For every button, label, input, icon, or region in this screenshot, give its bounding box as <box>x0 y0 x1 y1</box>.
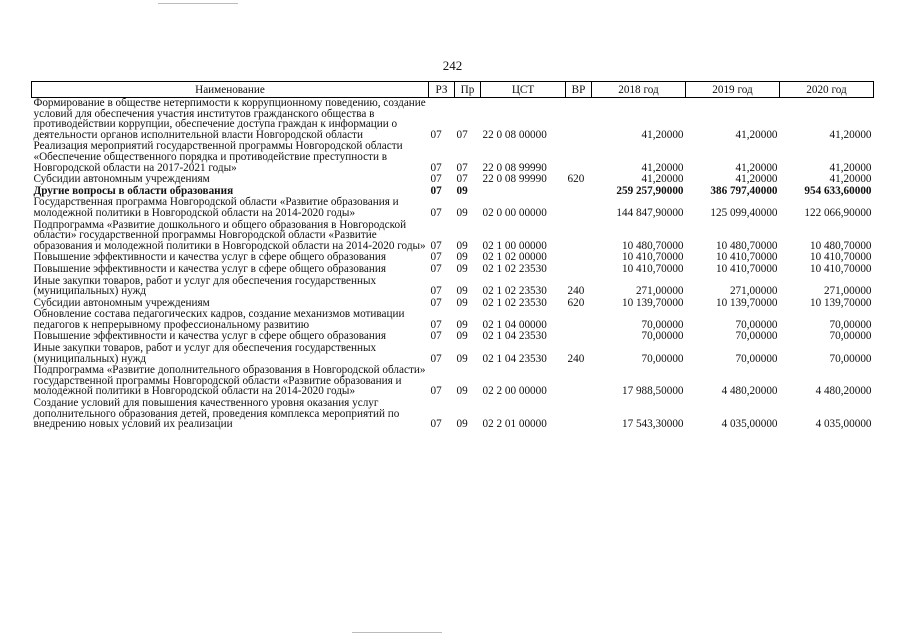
cell-pr: 09 <box>456 385 468 398</box>
cell-rz: 07 <box>430 330 442 343</box>
cell-y2019: 41,20000 <box>735 128 778 141</box>
cell-name: Иные закупки товаров, работ и услуг для обеспечения государственных (муниципальных) нужд <box>33 342 377 365</box>
table-body <box>32 98 874 431</box>
cell-pr: 09 <box>456 239 468 252</box>
cell-rz: 07 <box>430 262 442 275</box>
cell-y2020: 4 480,20000 <box>815 385 872 398</box>
cell-vr <box>566 309 592 331</box>
cell-cst: 02 1 02 00000 <box>482 251 547 264</box>
cell-name: Иные закупки товаров, работ и услуг для обеспечения государственных (муниципальных) нужд <box>33 274 377 298</box>
cell-cst: 02 1 02 23530 <box>482 262 547 275</box>
scan-artifact-bottom <box>352 632 442 633</box>
cell-y2020: 70,00000 <box>829 318 872 331</box>
cell-cst: 02 1 02 23530 <box>482 296 547 309</box>
cell-pr: 07 <box>456 128 468 141</box>
cell-name: Подпрограмма «Развитие дошкольного и общего образования в Новгородской области» государственной программы Новгородской области «Развитие образования и молодежной политики в Новгородской области на 2014-2020 годы» <box>33 218 426 252</box>
cell-name: Реализация мероприятий государственной программы Новгородской области «Обеспечение общественного порядка и противодействие преступности в Новгородской области на 2017-2021 годы» <box>33 140 403 174</box>
cell-pr: 09 <box>456 262 468 275</box>
cell-y2018: 10 139,70000 <box>621 296 684 309</box>
cell-pr: 07 <box>456 161 468 174</box>
cell-y2019: 4 480,20000 <box>721 385 778 398</box>
cell-pr: 09 <box>456 184 468 197</box>
cell-rz: 07 <box>430 206 442 219</box>
header-vr: ВР <box>566 82 592 98</box>
cell-vr <box>566 331 592 343</box>
cell-name: Повышение эффективности и качества услуг в сфере общего образования <box>33 251 387 264</box>
cell-cst: 22 0 08 00000 <box>482 128 547 141</box>
cell-y2020: 122 066,90000 <box>804 206 872 219</box>
cell-vr: 240 <box>567 352 585 365</box>
cell-y2018: 10 410,70000 <box>621 262 684 275</box>
cell-name: Другие вопросы в области образования <box>33 184 234 197</box>
cell-rz: 07 <box>430 184 442 197</box>
cell-pr: 09 <box>456 318 468 331</box>
cell-y2020: 70,00000 <box>829 330 872 343</box>
table-row <box>32 309 874 331</box>
cell-y2020: 4 035,00000 <box>815 418 872 431</box>
cell-vr <box>566 252 592 264</box>
cell-cst: 02 1 00 00000 <box>482 239 547 252</box>
cell-y2020: 10 139,70000 <box>809 296 872 309</box>
cell-y2019: 70,00000 <box>735 352 778 365</box>
cell-y2018: 41,20000 <box>641 161 684 174</box>
cell-y2018: 41,20000 <box>641 128 684 141</box>
cell-name: Субсидии автономным учреждениям <box>33 296 210 309</box>
cell-vr <box>566 365 592 398</box>
header-rz: РЗ <box>429 82 455 98</box>
cell-y2018: 259 257,90000 <box>616 184 684 197</box>
cell-cst: 02 1 04 23530 <box>482 352 547 365</box>
cell-cst: 02 1 04 00000 <box>482 318 547 331</box>
cell-vr: 620 <box>567 173 585 186</box>
cell-name: Обновление состава педагогических кадров, создание механизмов мотивации педагогов к непрерывному профессиональному развитию <box>33 308 405 331</box>
cell-y2018: 70,00000 <box>641 330 684 343</box>
cell-vr <box>566 220 592 253</box>
table-header-row <box>32 82 874 98</box>
cell-pr: 09 <box>456 296 468 309</box>
cell-rz: 07 <box>430 128 442 141</box>
cell-y2019: 10 139,70000 <box>715 296 778 309</box>
cell-rz: 07 <box>430 385 442 398</box>
cell-rz: 07 <box>430 251 442 264</box>
cell-y2019: 10 410,70000 <box>715 262 778 275</box>
cell-pr: 07 <box>456 173 468 186</box>
cell-vr <box>566 98 592 142</box>
cell-vr <box>566 264 592 276</box>
cell-pr: 09 <box>456 330 468 343</box>
cell-rz: 07 <box>430 352 442 365</box>
cell-rz: 07 <box>430 418 442 431</box>
table-row <box>32 398 874 431</box>
cell-y2018: 17 988,50000 <box>621 385 684 398</box>
cell-y2018: 41,20000 <box>641 173 684 186</box>
cell-vr: 240 <box>567 285 585 298</box>
cell-y2019: 271,00000 <box>729 285 778 298</box>
cell-y2018: 70,00000 <box>641 352 684 365</box>
table-row <box>32 264 874 276</box>
header-cst: ЦСТ <box>481 82 566 98</box>
scan-artifact-top <box>158 3 238 4</box>
cell-name: Государственная программа Новгородской области «Развитие образования и молодежной политики в Новгородской области на 2014-2020 годы» <box>33 196 399 219</box>
cell-y2020: 41,20000 <box>829 161 872 174</box>
cell-vr: 620 <box>567 296 585 309</box>
cell-y2020: 954 633,60000 <box>804 184 872 197</box>
cell-cst: 22 0 08 99990 <box>482 173 547 186</box>
cell-rz: 07 <box>430 161 442 174</box>
cell-y2020: 10 480,70000 <box>809 239 872 252</box>
cell-vr <box>566 398 592 431</box>
cell-cst: 22 0 08 99990 <box>482 161 547 174</box>
cell-cst <box>481 186 566 198</box>
cell-cst: 02 0 00 00000 <box>482 206 547 219</box>
cell-y2018: 17 543,30000 <box>621 418 684 431</box>
cell-y2019: 70,00000 <box>735 330 778 343</box>
cell-cst: 02 2 00 00000 <box>482 385 547 398</box>
cell-y2018: 271,00000 <box>635 285 684 298</box>
cell-y2018: 10 410,70000 <box>621 251 684 264</box>
cell-y2019: 386 797,40000 <box>710 184 778 197</box>
cell-rz: 07 <box>430 296 442 309</box>
table-row <box>32 141 874 174</box>
cell-y2020: 271,00000 <box>823 285 872 298</box>
cell-y2019: 41,20000 <box>735 173 778 186</box>
cell-rz: 07 <box>430 318 442 331</box>
cell-y2018: 144 847,90000 <box>616 206 684 219</box>
cell-pr: 09 <box>456 206 468 219</box>
header-pr: Пр <box>455 82 481 98</box>
cell-y2019: 41,20000 <box>735 161 778 174</box>
cell-pr: 09 <box>456 352 468 365</box>
cell-name: Создание условий для повышения качественного уровня оказания услуг дополнительного образования детей, проведения комплекса мероприятий по внедрению новых условий их реализации <box>33 397 400 431</box>
cell-y2019: 4 035,00000 <box>721 418 778 431</box>
header-2018: 2018 год <box>592 82 686 98</box>
cell-vr <box>566 186 592 198</box>
cell-pr: 09 <box>456 418 468 431</box>
cell-name: Субсидии автономным учреждениям <box>33 173 210 186</box>
cell-y2020: 70,00000 <box>829 352 872 365</box>
table-row <box>32 197 874 219</box>
cell-name: Повышение эффективности и качества услуг в сфере общего образования <box>33 262 387 275</box>
page-number: 242 <box>442 58 463 73</box>
cell-y2020: 10 410,70000 <box>809 262 872 275</box>
cell-y2018: 70,00000 <box>641 318 684 331</box>
cell-y2020: 10 410,70000 <box>809 251 872 264</box>
header-2020: 2020 год <box>780 82 874 98</box>
cell-vr <box>566 197 592 219</box>
table-row <box>32 220 874 253</box>
cell-y2020: 41,20000 <box>829 128 872 141</box>
cell-cst: 02 2 01 00000 <box>482 418 547 431</box>
cell-name: Повышение эффективности и качества услуг в сфере общего образования <box>33 330 387 343</box>
cell-y2019: 10 410,70000 <box>715 251 778 264</box>
header-2019: 2019 год <box>686 82 780 98</box>
cell-y2019: 125 099,40000 <box>710 206 778 219</box>
table-row <box>32 276 874 298</box>
cell-y2019: 10 480,70000 <box>715 239 778 252</box>
cell-y2019: 70,00000 <box>735 318 778 331</box>
table-row <box>32 365 874 398</box>
cell-rz: 07 <box>430 239 442 252</box>
cell-rz: 07 <box>430 173 442 186</box>
cell-name: Формирование в обществе нетерпимости к коррупционному поведению, создание условий для обеспечения участия институтов гражданского общества в противодействии коррупции, обеспечение доступа граждан к информации о деятельности органов исполнительной власти Новгородской области <box>33 97 426 141</box>
cell-pr: 09 <box>456 251 468 264</box>
cell-y2018: 10 480,70000 <box>621 239 684 252</box>
cell-rz: 07 <box>430 285 442 298</box>
cell-cst: 02 1 04 23530 <box>482 330 547 343</box>
cell-y2020: 41,20000 <box>829 173 872 186</box>
cell-pr: 09 <box>456 285 468 298</box>
cell-vr <box>566 141 592 174</box>
table-row <box>32 174 874 186</box>
cell-cst: 02 1 02 23530 <box>482 285 547 298</box>
cell-name: Подпрограмма «Развитие дополнительного образования в Новгородской области» государственной программы Новгородской области «Развитие образования и молодежной политики в Новгородской области на 2014-2020 годы» <box>33 364 426 398</box>
table-row <box>32 343 874 365</box>
header-name: Наименование <box>32 82 429 98</box>
table-row <box>32 98 874 142</box>
budget-table <box>31 81 874 431</box>
